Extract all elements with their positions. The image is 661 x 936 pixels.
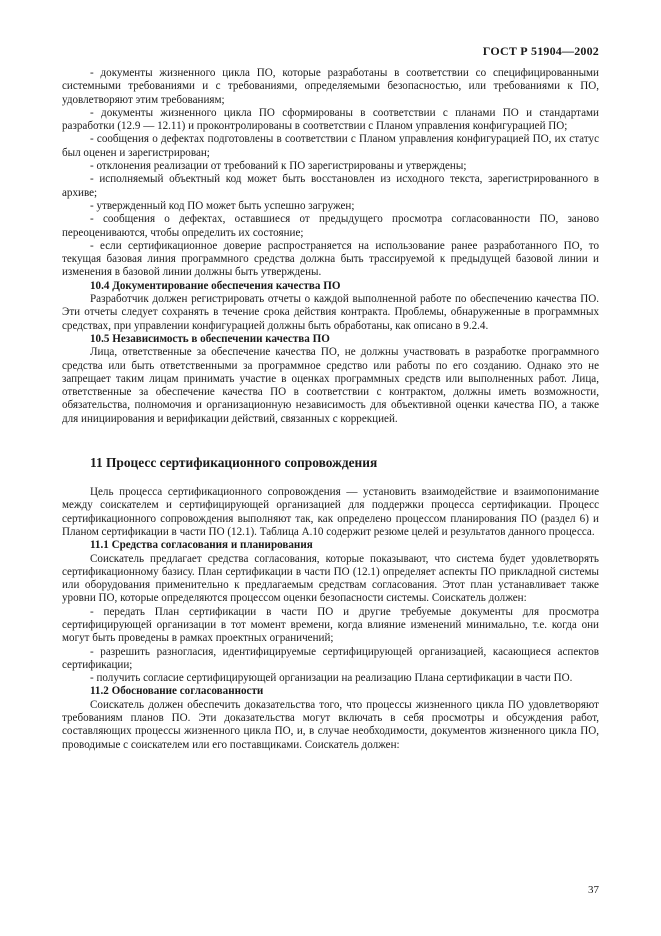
list-item: - документы жизненного цикла ПО сформированы в соответствии с планами ПО и стандартами разработки (12.9 — 12.11) и проконтролированы в соответствии с Планом управления конфигурацией ПО; bbox=[62, 106, 599, 133]
paragraph-10-5: Лица, ответственные за обеспечение качества ПО, не должны участвовать в разработке программного средства или быть ответственными за программное средство или работы по его созданию. Однако это не запрещает таким лицам принимать участие в оценках программных средств или выполненных работ. Лица, ответственные за обеспечение качества ПО в соответствии с контрактом, должны иметь возможности, обязательства, полномочия и организационную независимость для объективной оценки качества ПО, а также для инициирования и верификации действий, связанных с коррекцией. bbox=[62, 346, 599, 425]
list-item: - передать План сертификации в части ПО и другие требуемые документы для просмотра сертифицирующей организации в тот момент времени, когда влияние изменений минимально, т.е. когда они могут быть проведены в рамках проектных ограничений; bbox=[62, 605, 599, 645]
list-item: - сообщения о дефектах подготовлены в соответствии с Планом управления конфигурацией ПО, их статус был оценен и зарегистрирован; bbox=[62, 133, 599, 159]
page-number: 37 bbox=[588, 884, 599, 896]
paragraph-11-1: Соискатель предлагает средства согласования, которые показывают, что система будет удовлетворять сертификационному базису. План сертификации в части ПО (12.1) определяет аспекты ПО прикладной системы или оборудования применительно к предлагаемым средствам согласования. Этот план устанавливает также уровни ПО, которые определяются процессом оценки безопасности системы. Соискатель должен: bbox=[62, 552, 599, 605]
list-item: - документы жизненного цикла ПО, которые разработаны в соответствии со специфицированными системными требованиями и с требованиями, определяемыми безопасностью, или требованиями к ПО, удовлетворяют этим требованиям; bbox=[62, 67, 599, 106]
paragraph-10-4: Разработчик должен регистрировать отчеты о каждой выполненной работе по обеспечению качества ПО. Эти отчеты следует сохранять в течение срока действия контракта. Проблемы, обнаруженные в программных средствах, при управлении конфигурацией должны быть обработаны, как описано в 9.2.4. bbox=[62, 293, 599, 332]
list-item: - исполняемый объектный код может быть восстановлен из исходного текста, зарегистрированного в архиве; bbox=[62, 173, 599, 199]
subsection-heading-10-4: 10.4 Документирование обеспечения качества ПО bbox=[90, 279, 341, 292]
paragraph-11-2: Соискатель должен обеспечить доказательства того, что процессы жизненного цикла ПО удовлетворяют требованиям планов ПО. Эти доказательства могут включать в себя просмотры и обсуждения работ, составляющих процессы жизненного цикла ПО, и, в случае необходимости, документов жизненного цикла ПО, проводимые с соискателем или его поставщиками. Соискатель должен: bbox=[62, 698, 599, 751]
subsection-heading-10-5: 10.5 Независимость в обеспечении качества ПО bbox=[90, 332, 330, 345]
subsection-heading-11-1: 11.1 Средства согласования и планирования bbox=[90, 539, 313, 552]
list-item: - получить согласие сертифицирующей организации на реализацию Плана сертификации в части ПО. bbox=[90, 672, 573, 685]
list-item: - утвержденный код ПО может быть успешно загружен; bbox=[90, 199, 355, 212]
list-item: - разрешить разногласия, идентифицируемые сертифицирующей организацией, касающиеся аспектов сертификации; bbox=[62, 645, 599, 671]
list-item: - если сертификационное доверие распространяется на использование ранее разработанного ПО, то текущая базовая линия программного средства должна быть трассируемой к предыдущей базовой линии и изменения в базовой линии должны быть утверждены. bbox=[62, 239, 599, 279]
subsection-heading-11-2: 11.2 Обоснование согласованности bbox=[90, 685, 264, 698]
page-content bbox=[62, 67, 599, 752]
paragraph-11-intro: Цель процесса сертификационного сопровождения — установить взаимодействие и взаимопонимание между соискателем и сертифицирующей организацией для поддержки процесса сертификации. Процесс сертификационного сопровождения выполняют так, как определено процессом планирования ПО (раздел 6) и Планом сертификации в части ПО (12.1). Таблица А.10 содержит резюме целей и результатов данного процесса. bbox=[62, 486, 599, 538]
list-item: - отклонения реализации от требований к ПО зарегистрированы и утверждены; bbox=[90, 160, 467, 173]
list-item: - сообщения о дефектах, оставшиеся от предыдущего просмотра согласованности ПО, заново переоцениваются, чтобы определить их состояние; bbox=[62, 213, 599, 239]
section-title-11: 11 Процесс сертификационного сопровождения bbox=[90, 455, 378, 471]
document-header: ГОСТ Р 51904—2002 bbox=[482, 44, 599, 58]
